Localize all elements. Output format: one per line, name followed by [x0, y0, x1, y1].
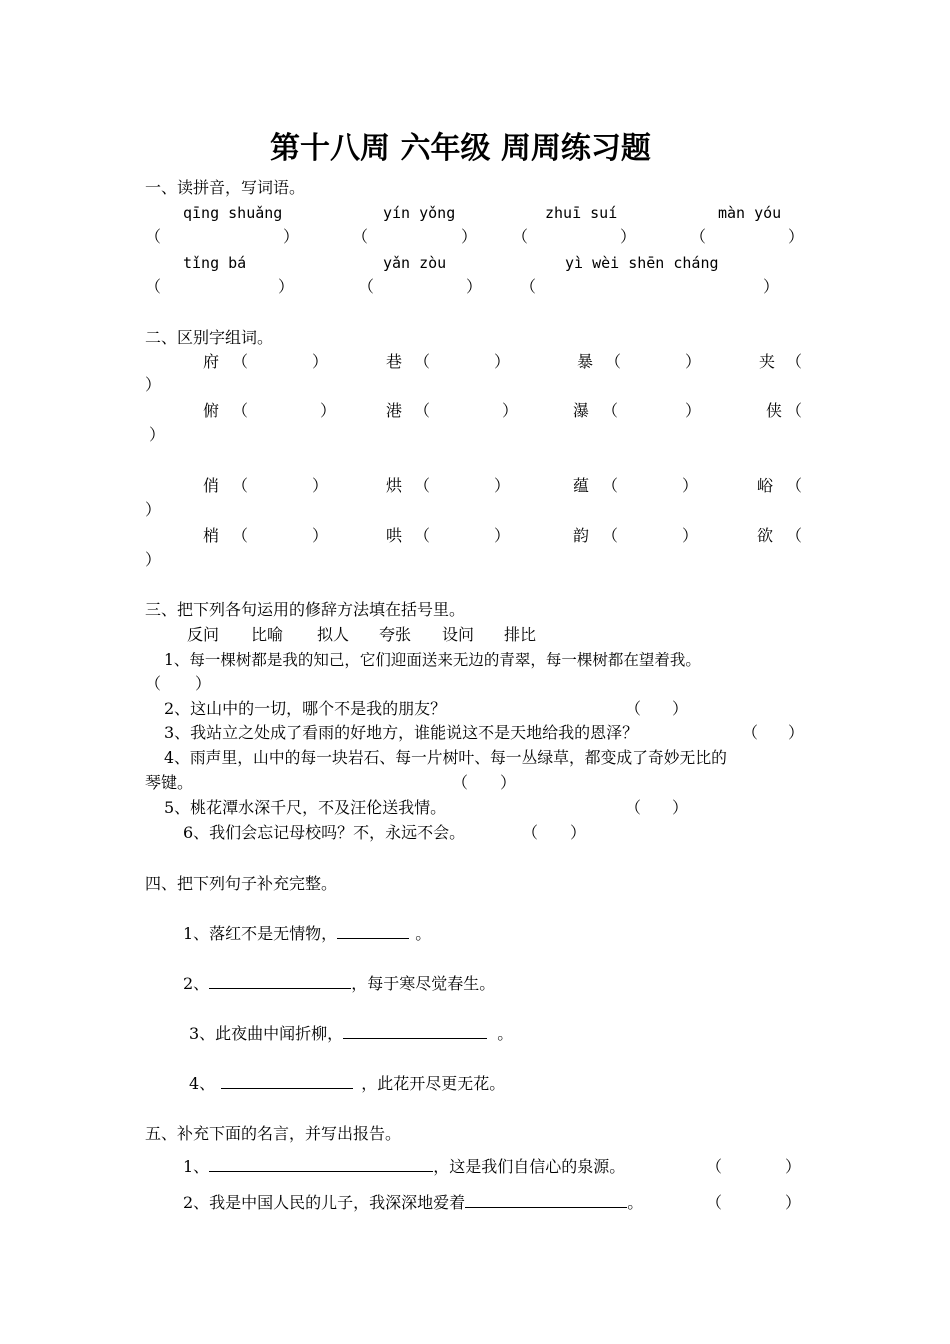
option: 反问	[187, 625, 220, 644]
pinyin: zhuī suí	[545, 204, 618, 222]
question-4-cont: 琴键。	[145, 773, 194, 792]
fill-2	[183, 974, 495, 994]
char: 暴	[577, 352, 594, 371]
paren-close: ）	[466, 277, 483, 296]
quote-1-num: 1、	[183, 1157, 210, 1176]
paren-close: ）	[494, 476, 511, 495]
fill-2-num: 2、	[183, 974, 210, 993]
pinyin: qīng shuǎng	[183, 204, 283, 222]
paren-open: （	[786, 352, 803, 371]
paren-open: （	[414, 476, 431, 495]
paren-close: ）	[312, 526, 329, 545]
paren-open: （	[520, 277, 537, 296]
quote-1-text: ，这是我们自信心的泉源。	[433, 1157, 626, 1176]
question-1: 1、每一棵树都是我的知己，它们迎面送来无边的青翠，每一棵树都在望着我。	[164, 651, 701, 669]
option: 比喻	[251, 625, 284, 644]
section-1-heading: 一、读拼音，写词语。	[145, 178, 306, 197]
char: 巷	[386, 352, 403, 371]
fill-2-text: ，每于寒尽觉春生。	[351, 974, 496, 993]
quote-2-text: 2、我是中国人民的儿子，我深深地爱着	[183, 1193, 466, 1212]
section-4-heading: 四、把下列句子补充完整。	[145, 874, 338, 893]
answer-blank[interactable]	[209, 1157, 433, 1172]
fill-4-num: 4、	[189, 1074, 216, 1093]
paren-open: （	[690, 227, 707, 246]
paren-close: ）	[785, 1193, 802, 1212]
paren-close: ）	[788, 227, 805, 246]
question-5: 5、桃花潭水深千尺，不及汪伦送我情。	[164, 798, 447, 817]
paren-close: ）	[494, 526, 511, 545]
pinyin: yì wèi shēn cháng	[565, 254, 719, 272]
fill-3-end: 。	[497, 1024, 514, 1043]
paren-close: ）	[500, 773, 517, 792]
paren-close: ）	[502, 401, 519, 420]
paren-open: （	[414, 401, 431, 420]
char: 哄	[386, 526, 403, 545]
fill-4-text: ，此花开尽更无花。	[361, 1074, 506, 1093]
answer-blank[interactable]	[343, 1024, 487, 1039]
pinyin: màn yóu	[718, 204, 782, 222]
paren-close: ）	[788, 723, 805, 742]
paren-close: ）	[461, 227, 478, 246]
paren-close: ）	[494, 352, 511, 371]
paren-open: （	[232, 476, 249, 495]
quote-1	[183, 1157, 625, 1177]
char: 俏	[203, 476, 220, 495]
paren-close: ）	[278, 277, 295, 296]
char: 侠	[766, 401, 783, 420]
paren-open: （	[786, 526, 803, 545]
paren-open: （	[786, 401, 803, 420]
answer-blank[interactable]	[221, 1074, 353, 1089]
paren-open: （	[625, 798, 642, 817]
paren-open: （	[742, 723, 759, 742]
page-title: 第十八周 六年级 周周练习题	[270, 131, 651, 166]
section-2-heading: 二、区别字组词。	[145, 328, 274, 347]
char: 烘	[386, 476, 403, 495]
quote-2-end: 。	[627, 1193, 644, 1212]
paren-close: ）	[145, 500, 162, 519]
paren-close: ）	[763, 277, 780, 296]
paren-open: （	[232, 352, 249, 371]
paren-close: ）	[620, 227, 637, 246]
paren-open: （	[232, 526, 249, 545]
paren-open: （	[145, 227, 162, 246]
paren-open: （	[706, 1193, 723, 1212]
section-3-heading: 三、把下列各句运用的修辞方法填在括号里。	[145, 600, 466, 619]
paren-close: ）	[570, 823, 587, 842]
paren-close: ）	[785, 1157, 802, 1176]
paren-open: （	[358, 277, 375, 296]
paren-open: （	[512, 227, 529, 246]
paren-close: ）	[145, 550, 162, 569]
quote-2	[183, 1193, 643, 1213]
fill-1	[183, 924, 431, 944]
fill-3	[189, 1024, 513, 1044]
paren-open: （	[625, 699, 642, 718]
question-4: 4、雨声里，山中的每一块岩石、每一片树叶、每一丛绿草，都变成了奇妙无比的	[164, 748, 727, 767]
pinyin: tǐng bá	[183, 254, 247, 272]
paren-close: ）	[672, 798, 689, 817]
char: 瀑	[573, 401, 590, 420]
fill-1-end: 。	[415, 924, 432, 943]
option: 排比	[504, 625, 537, 644]
paren-open: （	[414, 526, 431, 545]
paren-close: ）	[682, 526, 699, 545]
section-5-heading: 五、补充下面的名言，并写出报告。	[145, 1124, 402, 1143]
paren-close: ）	[195, 674, 212, 693]
paren-open: （	[602, 526, 619, 545]
paren-close: ）	[682, 476, 699, 495]
char: 府	[203, 352, 220, 371]
char: 俯	[203, 401, 220, 420]
paren-open: （	[232, 401, 249, 420]
pinyin: yín yǒng	[383, 204, 456, 222]
fill-1-text: 1、落红不是无情物，	[183, 924, 338, 943]
paren-close: ）	[320, 401, 337, 420]
char: 韵	[573, 526, 590, 545]
paren-open: （	[452, 773, 469, 792]
paren-close: ）	[145, 375, 162, 394]
char: 夹	[759, 352, 776, 371]
pinyin: yǎn zòu	[383, 254, 447, 272]
answer-blank[interactable]	[465, 1193, 627, 1208]
char: 峪	[757, 476, 774, 495]
paren-open: （	[706, 1157, 723, 1176]
paren-open: （	[786, 476, 803, 495]
option: 夸张	[379, 625, 412, 644]
question-2: 2、这山中的一切，哪个不是我的朋友？	[164, 699, 447, 718]
paren-open: （	[414, 352, 431, 371]
paren-open: （	[145, 277, 162, 296]
fill-4	[189, 1074, 505, 1094]
paren-open: （	[145, 674, 162, 693]
fill-3-text: 3、此夜曲中闻折柳，	[189, 1024, 344, 1043]
paren-open: （	[352, 227, 369, 246]
char: 欲	[757, 526, 774, 545]
answer-blank[interactable]	[337, 924, 409, 939]
paren-close: ）	[149, 425, 166, 444]
question-6: 6、我们会忘记母校吗？不，永远不会。	[183, 823, 466, 842]
paren-open: （	[602, 476, 619, 495]
paren-open: （	[605, 352, 622, 371]
question-3: 3、我站立之处成了看雨的好地方，谁能说这不是天地给我的恩泽？	[164, 723, 639, 742]
paren-close: ）	[685, 401, 702, 420]
char: 港	[386, 401, 403, 420]
char: 梢	[203, 526, 220, 545]
paren-close: ）	[312, 352, 329, 371]
answer-blank[interactable]	[209, 974, 351, 989]
option: 拟人	[317, 625, 350, 644]
char: 蕴	[573, 476, 590, 495]
paren-open: （	[522, 823, 539, 842]
paren-close: ）	[685, 352, 702, 371]
paren-open: （	[602, 401, 619, 420]
option: 设问	[442, 625, 475, 644]
paren-close: ）	[672, 699, 689, 718]
paren-close: ）	[312, 476, 329, 495]
paren-close: ）	[283, 227, 300, 246]
